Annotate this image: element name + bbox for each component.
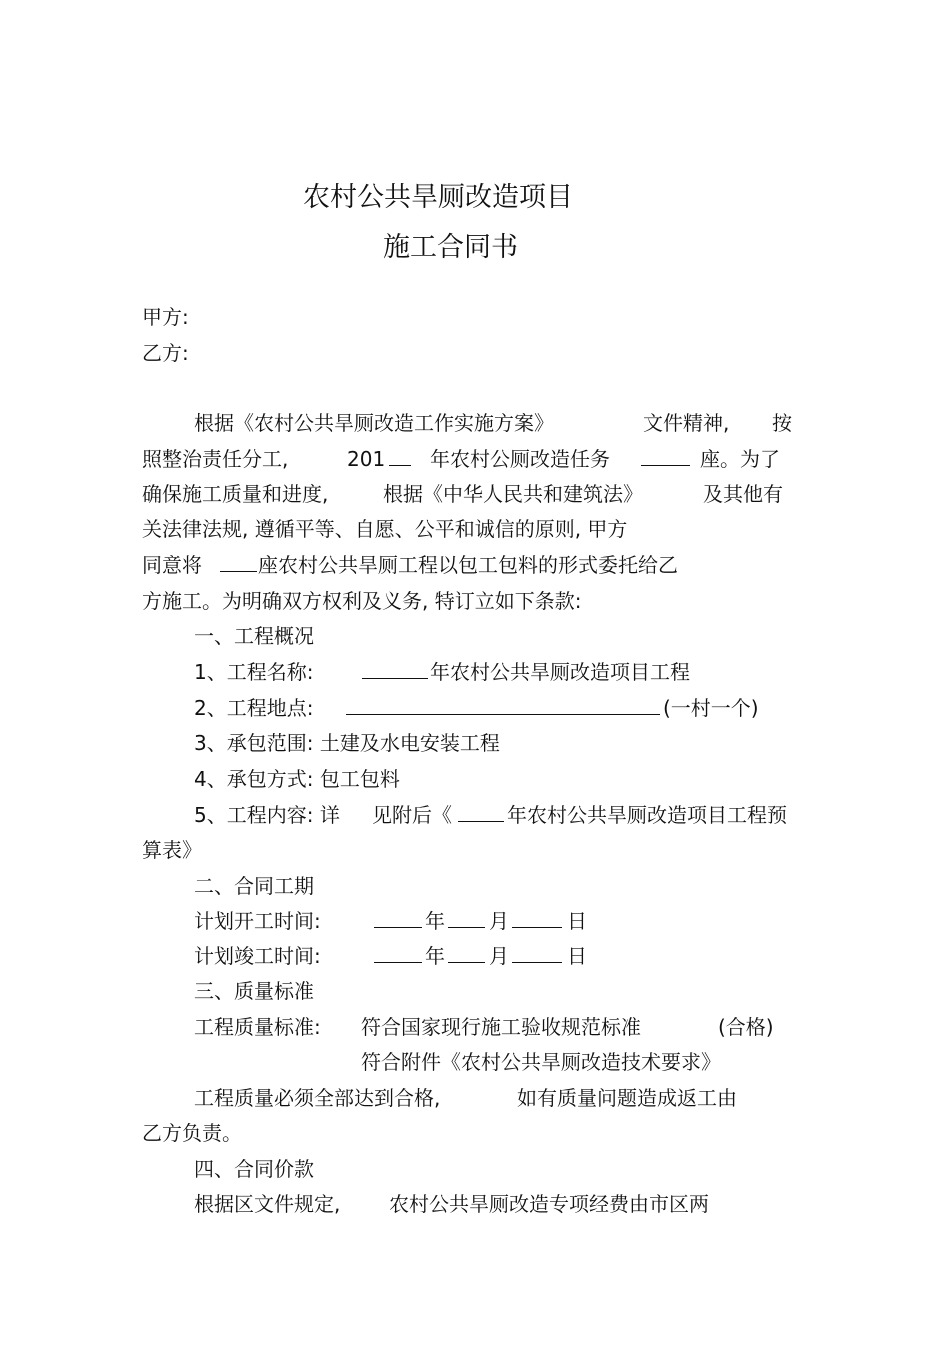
blank-underline — [220, 553, 257, 577]
title-line-1: 农村公共旱厕改造项目 — [303, 182, 573, 213]
intro-text: 确保施工质量和进度, — [142, 482, 329, 506]
item-value: 年农村公共旱厕改造项目工程 — [430, 660, 690, 684]
section-heading: 四、合同价款 — [194, 1157, 314, 1181]
item-label: 1、工程名称: — [194, 660, 314, 684]
intro-text: 座农村公共旱厕工程以包工包料的形式委托给乙 — [258, 553, 678, 577]
party-a-label: 甲方: — [142, 305, 189, 329]
quality-standard: 符合国家现行施工验收规范标准 — [361, 1015, 641, 1039]
section-heading: 二、合同工期 — [194, 874, 314, 898]
intro-text: 座。为了 — [700, 447, 780, 471]
blank-underline — [374, 909, 422, 933]
blank-underline — [346, 696, 660, 720]
quality-standard: 符合附件《农村公共旱厕改造技术要求》 — [361, 1050, 721, 1074]
quality-label: 工程质量标准: — [194, 1015, 321, 1039]
intro-text: 方施工。为明确双方权利及义务, 特订立如下条款: — [142, 589, 582, 613]
item-text: 算表》 — [142, 838, 202, 862]
blank-underline — [389, 447, 411, 471]
intro-year-prefix: 201 — [347, 447, 386, 471]
intro-text: 根据《农村公共旱厕改造工作实施方案》 — [194, 411, 554, 435]
intro-text: 及其他有 — [703, 482, 783, 506]
intro-text: 按 — [772, 411, 792, 435]
item-text: 3、承包范围: 土建及水电安装工程 — [194, 731, 500, 755]
item-text: 见附后《 — [372, 803, 452, 827]
blank-underline — [448, 944, 485, 968]
quality-text: 如有质量问题造成返工由 — [517, 1086, 737, 1110]
item-text: 5、工程内容: 详 — [194, 803, 340, 827]
intro-text: 根据《中华人民共和建筑法》 — [383, 482, 643, 506]
item-text: 年农村公共旱厕改造项目工程预 — [507, 803, 787, 827]
blank-underline — [374, 944, 422, 968]
blank-underline — [448, 909, 485, 933]
month-label: 月 — [489, 944, 509, 968]
section-heading: 三、质量标准 — [194, 979, 314, 1003]
party-b-label: 乙方: — [142, 341, 189, 365]
year-label: 年 — [425, 944, 445, 968]
blank-underline — [512, 909, 562, 933]
quality-note: (合格) — [718, 1015, 774, 1039]
price-text: 农村公共旱厕改造专项经费由市区两 — [389, 1192, 709, 1216]
start-date-label: 计划开工时间: — [194, 909, 321, 933]
day-label: 日 — [567, 944, 587, 968]
item-label: 2、工程地点: — [194, 696, 314, 720]
intro-text: 关法律法规, 遵循平等、自愿、公平和诚信的原则, 甲方 — [142, 517, 628, 541]
item-value: (一村一个) — [663, 696, 759, 720]
blank-underline — [362, 660, 428, 684]
quality-text: 工程质量必须全部达到合格, — [194, 1086, 441, 1110]
intro-text: 年农村公厕改造任务 — [430, 447, 610, 471]
month-label: 月 — [489, 909, 509, 933]
item-text: 4、承包方式: 包工包料 — [194, 767, 400, 791]
intro-text: 同意将 — [142, 553, 202, 577]
end-date-label: 计划竣工时间: — [194, 944, 321, 968]
price-text: 根据区文件规定, — [194, 1192, 341, 1216]
intro-text: 文件精神, — [643, 411, 730, 435]
blank-underline — [641, 447, 690, 471]
blank-underline — [512, 944, 562, 968]
intro-text: 照整治责任分工, — [142, 447, 289, 471]
blank-underline — [458, 803, 504, 827]
section-heading: 一、工程概况 — [194, 624, 314, 648]
year-label: 年 — [425, 909, 445, 933]
day-label: 日 — [567, 909, 587, 933]
quality-text: 乙方负责。 — [142, 1121, 242, 1145]
title-line-2: 施工合同书 — [383, 232, 518, 263]
